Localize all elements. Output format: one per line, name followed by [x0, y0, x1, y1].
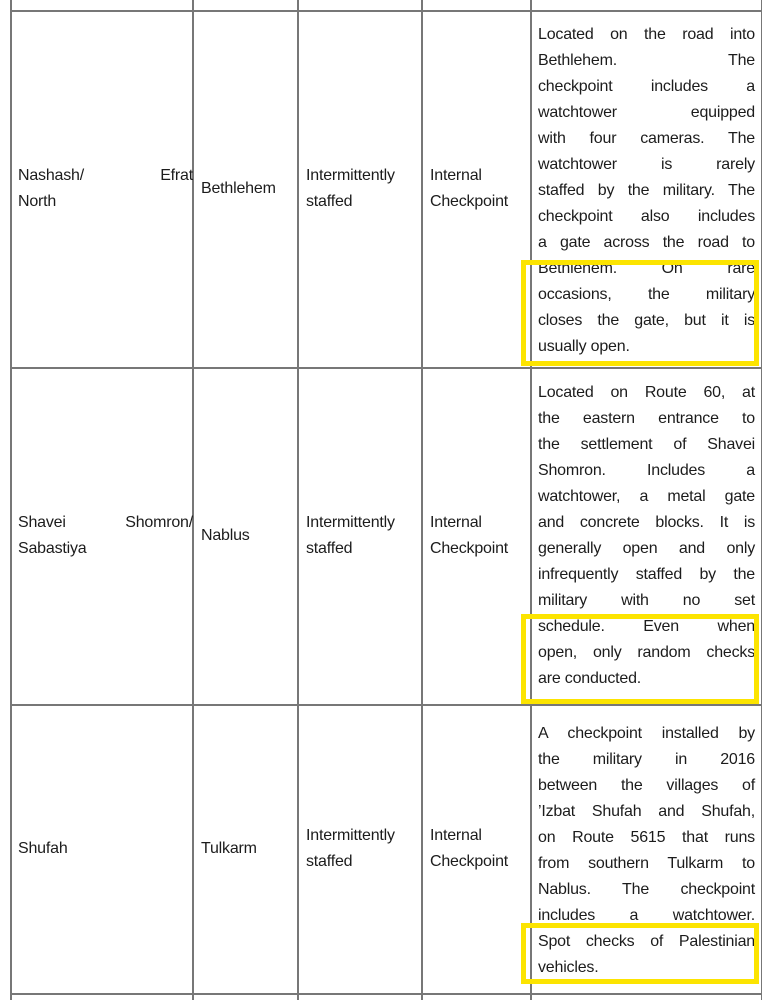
staffing-cell [299, 11, 420, 366]
description-cell [532, 705, 760, 1000]
district-label: Nablus [201, 526, 250, 544]
text-line: the military in 2016 [538, 751, 755, 768]
text-line: Located on Route 60, at [538, 384, 755, 401]
text-line: from southern Tulkarm to [538, 855, 755, 872]
staffing-label: Intermittently staffed [306, 826, 395, 870]
text-line: generally open and only [538, 540, 755, 557]
staffing-cell [299, 705, 420, 992]
text-line: Shufah [18, 839, 68, 857]
text-line: checkpoint also includes [538, 208, 755, 225]
text-line: Bethlehem. The [538, 52, 755, 69]
text-line: Sabastiya [18, 539, 87, 557]
type-cell [423, 368, 529, 703]
text-line: are conducted. [538, 670, 642, 687]
description-cell [532, 368, 760, 715]
text-line: between the villages of [538, 777, 755, 794]
district-label: Bethlehem [201, 179, 276, 197]
text-line: Bethlehem. On rare [538, 260, 755, 277]
text-line: watchtower, a metal gate [538, 488, 755, 505]
text-line: closes the gate, but it is [538, 312, 755, 329]
staffing-label: Intermittently staffed [306, 513, 395, 557]
district-cell [194, 368, 296, 703]
description-cell [532, 11, 760, 377]
text-line: A checkpoint installed by [538, 725, 755, 742]
text-line: usually open. [538, 338, 630, 355]
district-label: Tulkarm [201, 839, 257, 857]
text-line: Spot checks of Palestinian [538, 933, 755, 950]
text-line: Nablus. The checkpoint [538, 881, 755, 898]
text-line: vehicles. [538, 959, 599, 976]
text-line: North [18, 192, 57, 210]
district-cell [194, 705, 296, 992]
type-label: Internal Checkpoint [430, 826, 509, 870]
text-line: occasions, the military [538, 286, 755, 303]
text-line: open, only random checks [538, 644, 755, 661]
staffing-cell [299, 368, 420, 703]
checkpoint-name [18, 11, 193, 366]
text-line: a gate across the road to [538, 234, 755, 251]
text-line: checkpoint includes a [538, 78, 755, 95]
text-line: includes a watchtower. [538, 907, 755, 924]
text-line: infrequently staffed by the [538, 566, 755, 583]
type-cell [423, 11, 529, 366]
staffing-label: Intermittently staffed [306, 166, 395, 210]
type-label: Internal Checkpoint [430, 513, 509, 557]
text-line: the eastern entrance to [538, 410, 755, 427]
grid-vline [761, 0, 763, 1000]
text-line: with four cameras. The [538, 130, 755, 147]
text-line: Nashash/ Efrat [18, 166, 193, 184]
checkpoint-name [18, 368, 193, 703]
text-line: schedule. Even when [538, 618, 755, 635]
text-line: Shomron. Includes a [538, 462, 755, 479]
text-line: on Route 5615 that runs [538, 829, 755, 846]
text-line: and concrete blocks. It is [538, 514, 755, 531]
text-line: Located on the road into [538, 26, 755, 43]
text-line: ’Izbat Shufah and Shufah, [538, 803, 755, 820]
text-line: watchtower is rarely [538, 156, 755, 173]
name-cell [11, 11, 193, 366]
text-line: staffed by the military. The [538, 182, 755, 199]
text-line: watchtower equipped [538, 104, 755, 121]
type-cell [423, 705, 529, 992]
text-line: military with no set [538, 592, 755, 609]
text-line: the settlement of Shavei [538, 436, 755, 453]
district-cell [194, 11, 296, 366]
type-label: Internal Checkpoint [430, 166, 509, 210]
name-cell [11, 368, 193, 703]
name-cell [11, 705, 193, 992]
text-line: Shavei Shomron/ [18, 513, 193, 531]
checkpoint-name [18, 705, 193, 992]
